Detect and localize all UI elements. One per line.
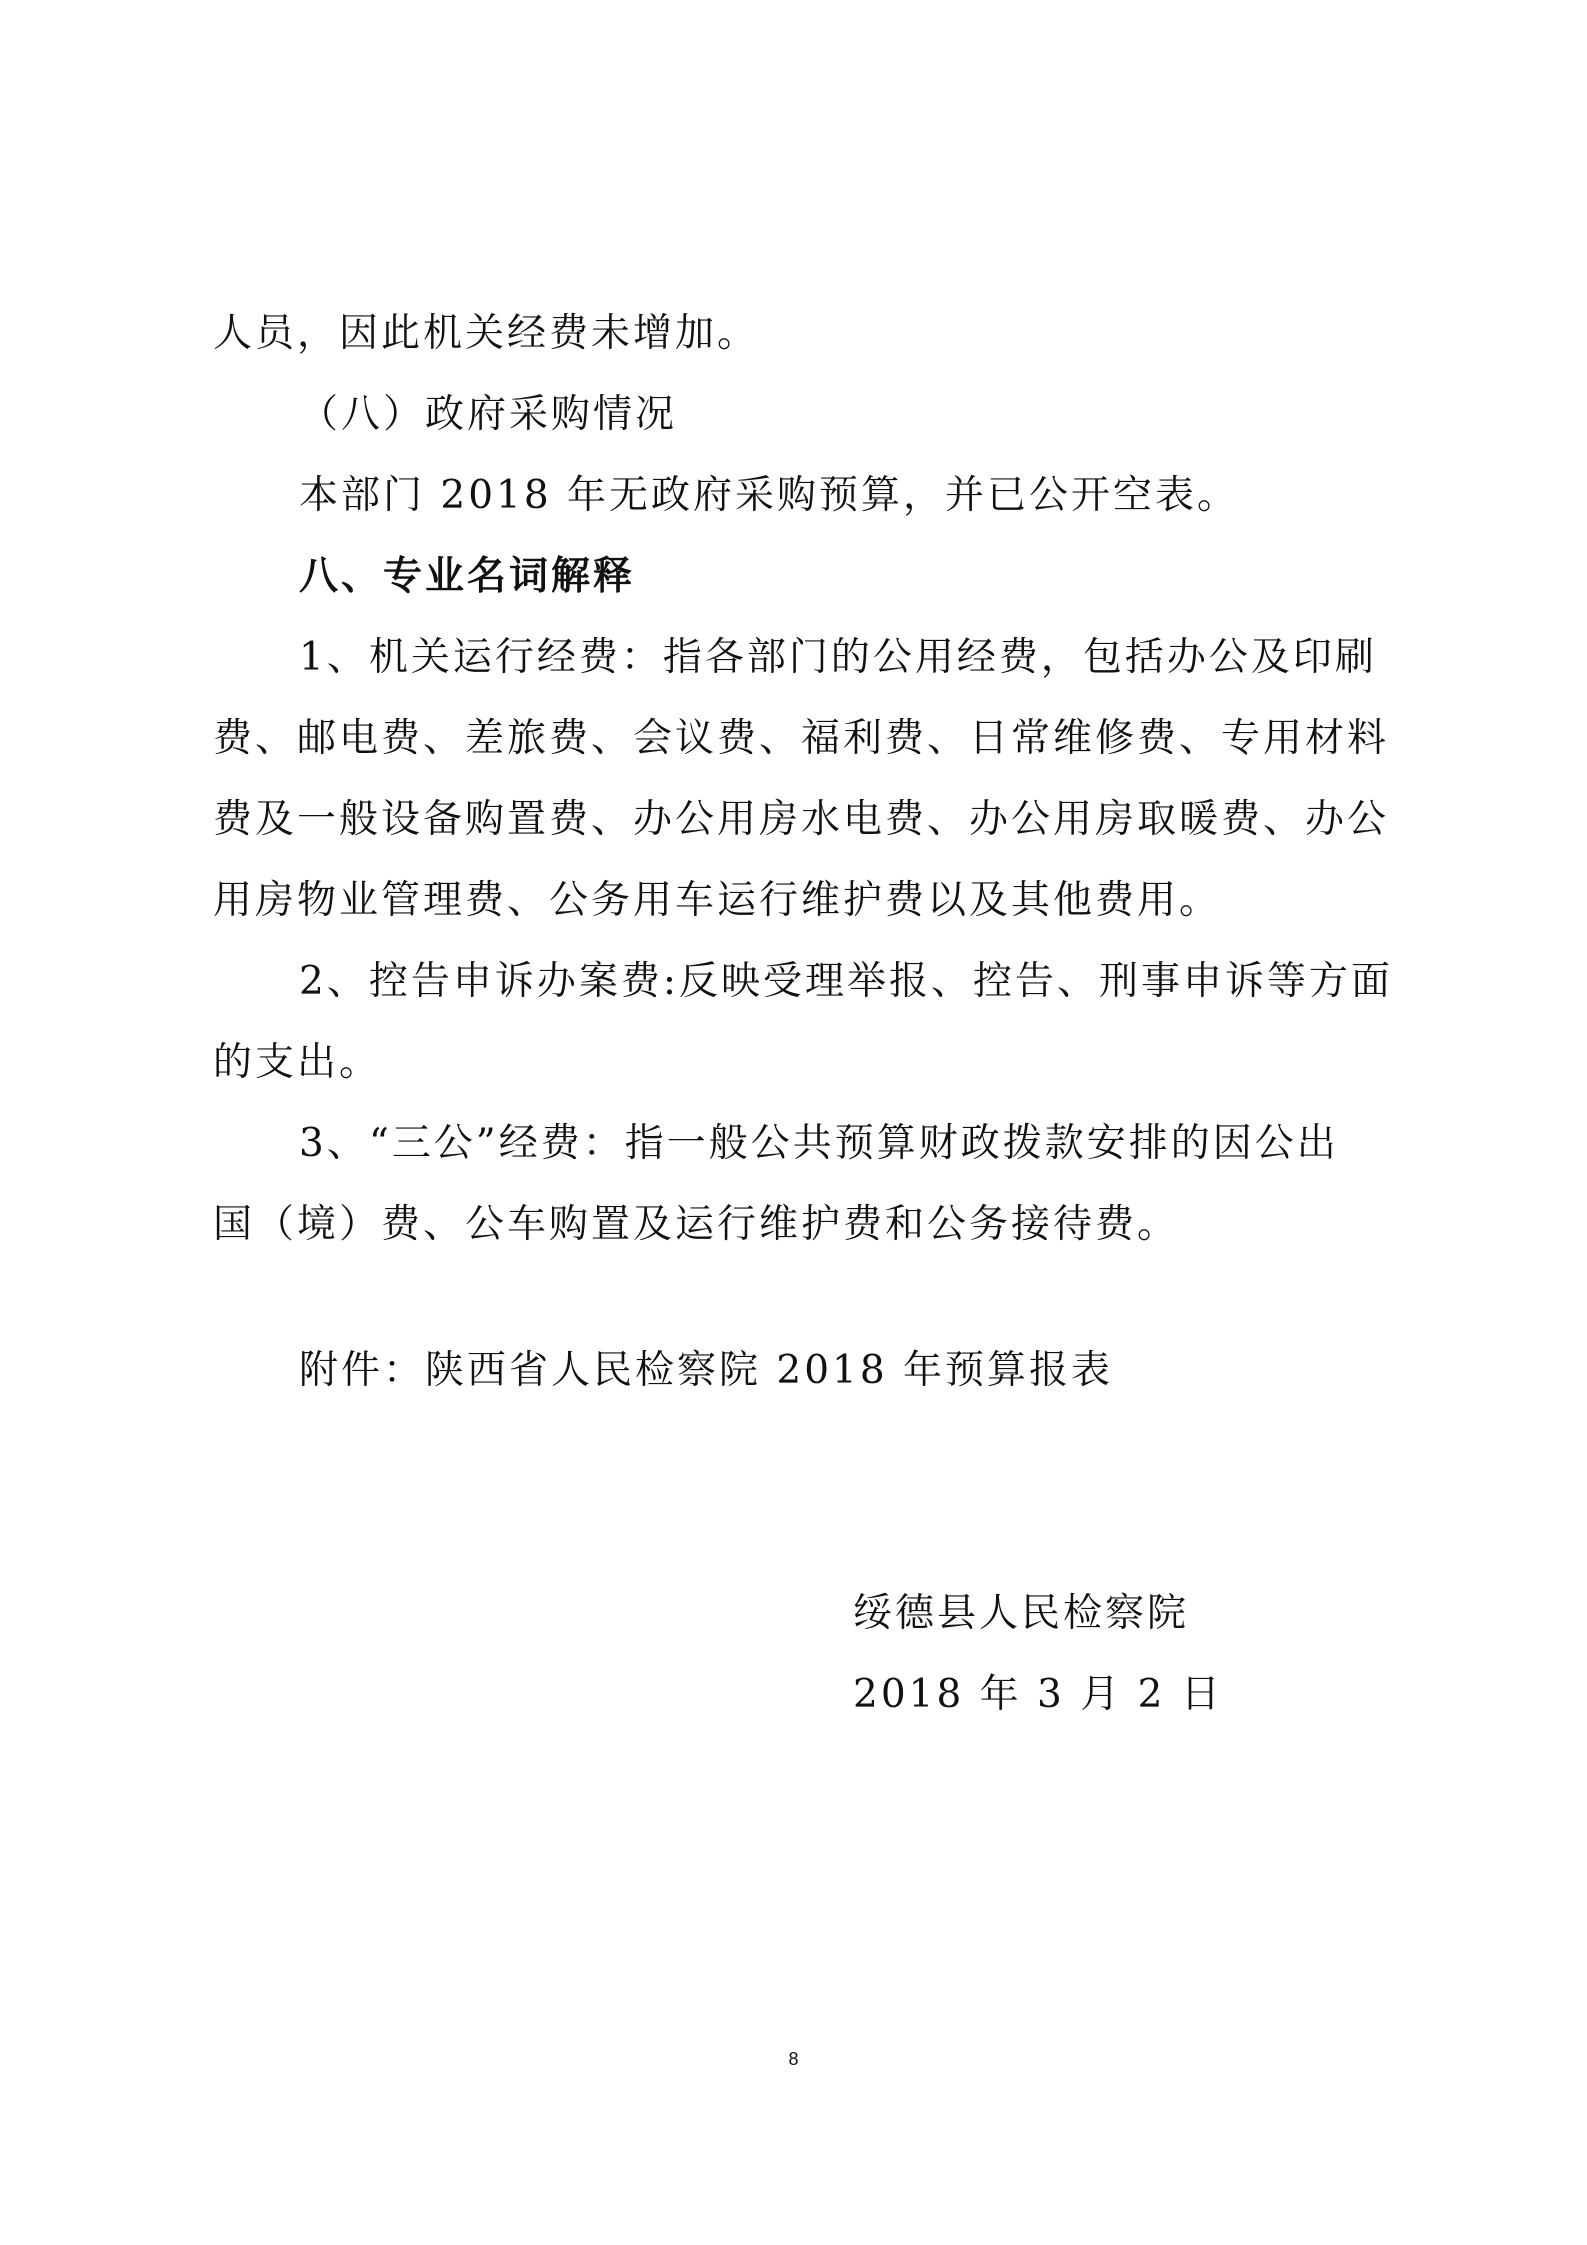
attachment-note: 附件：陕西省人民检察院 2018 年预算报表 (299, 1348, 1114, 1393)
term-2-line-1: 2、控告申诉办案费:反映受理举报、控告、刑事申诉等方面 (299, 959, 1393, 1004)
procurement-paragraph: 本部门 2018 年无政府采购预算，并已公开空表。 (299, 473, 1240, 518)
continued-paragraph: 人员，因此机关经费未增加。 (213, 311, 760, 356)
term-1-line-4: 用房物业管理费、公务用车运行维护费以及其他费用。 (213, 878, 1222, 923)
page-number: 8 (788, 2049, 799, 2069)
term-2-line-2: 的支出。 (213, 1040, 382, 1085)
signature-organization: 绥德县人民检察院 (853, 1591, 1190, 1636)
section-subheading-procurement: （八）政府采购情况 (299, 392, 678, 437)
section-heading-terms: 八、专业名词解释 (299, 554, 636, 599)
term-1-line-1: 1、机关运行经费：指各部门的公用经费，包括办公及印刷 (299, 635, 1377, 680)
signature-date: 2018 年 3 月 2 日 (853, 1672, 1223, 1717)
term-1-line-2: 费、邮电费、差旅费、会议费、福利费、日常维修费、专用材料 (213, 716, 1390, 761)
term-3-line-1: 3、“三公”经费：指一般公共预算财政拨款安排的因公出 (299, 1121, 1339, 1166)
term-1-line-3: 费及一般设备购置费、办公用房水电费、办公用房取暖费、办公 (213, 797, 1390, 842)
term-3-line-2: 国（境）费、公车购置及运行维护费和公务接待费。 (213, 1202, 1180, 1247)
